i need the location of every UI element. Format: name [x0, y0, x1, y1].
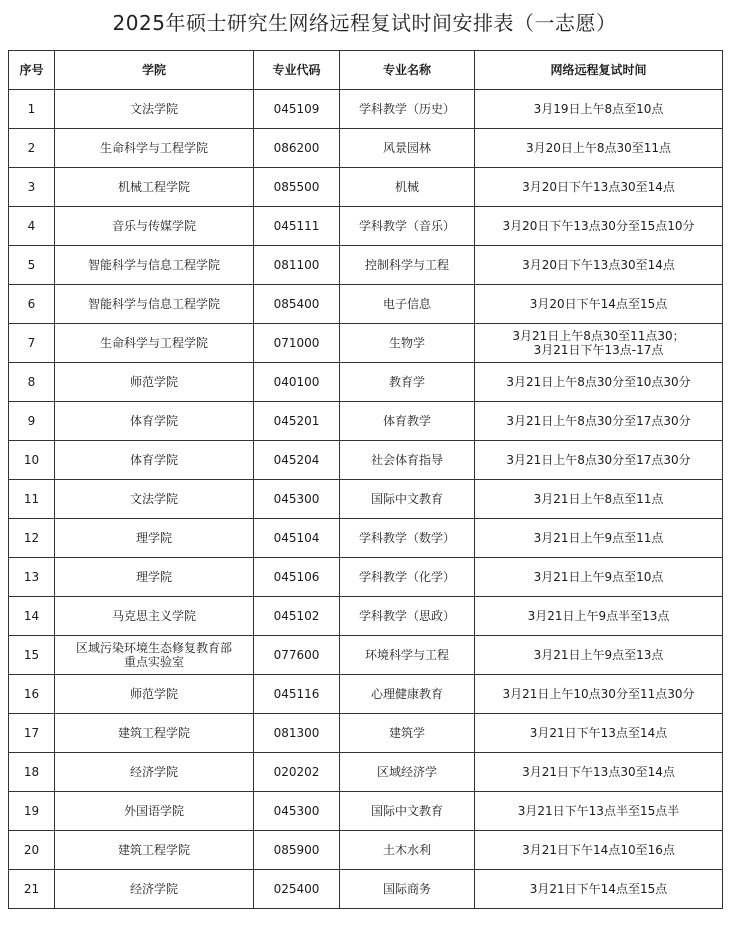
cell-major-name — [340, 207, 475, 246]
cell-major-code — [254, 90, 340, 129]
cell-major-name-text: 心理健康教育 — [370, 687, 443, 701]
table-row — [9, 480, 723, 519]
cell-college-text: 区域污染环境生态修复教育部 重点实验室 — [75, 641, 232, 669]
cell-major-code-text: 045104 — [273, 531, 320, 545]
cell-no-text: 21 — [23, 882, 40, 896]
cell-major-name — [340, 714, 475, 753]
cell-college-text: 建筑工程学院 — [117, 726, 190, 740]
cell-interview-time — [475, 831, 723, 870]
cell-major-code-text: 020202 — [273, 765, 320, 779]
cell-college — [55, 207, 254, 246]
cell-interview-time-text: 3月20日下午13点30分至15点10分 — [502, 219, 695, 233]
cell-interview-time-text: 3月21日上午8点30分至17点30分 — [506, 414, 691, 428]
cell-interview-time-text: 3月21日下午13点半至15点半 — [517, 804, 680, 818]
cell-college-text: 外国语学院 — [123, 804, 184, 818]
cell-no — [9, 207, 55, 246]
cell-college-text: 理学院 — [135, 570, 172, 584]
cell-major-code-text: 045106 — [273, 570, 320, 584]
cell-major-code — [254, 480, 340, 519]
cell-interview-time-text: 3月21日下午13点至14点 — [529, 726, 668, 740]
cell-major-code-text: 045204 — [273, 453, 320, 467]
header-row — [9, 51, 723, 90]
table-row — [9, 597, 723, 636]
table-row — [9, 519, 723, 558]
cell-no-text: 3 — [27, 180, 36, 194]
table-row — [9, 285, 723, 324]
cell-no-text: 12 — [23, 531, 40, 545]
cell-college — [55, 402, 254, 441]
cell-interview-time-text: 3月20日下午14点至15点 — [529, 297, 668, 311]
cell-college — [55, 480, 254, 519]
cell-interview-time-text: 3月19日上午8点至10点 — [533, 102, 664, 116]
cell-interview-time — [475, 519, 723, 558]
cell-major-code-text: 085400 — [273, 297, 320, 311]
cell-college-text: 智能科学与信息工程学院 — [87, 258, 220, 272]
cell-major-code-text: 081100 — [273, 258, 320, 272]
cell-major-name — [340, 636, 475, 675]
cell-no-text: 2 — [27, 141, 36, 155]
cell-no-text: 20 — [23, 843, 40, 857]
cell-major-name-text: 学科教学（历史） — [358, 102, 455, 116]
cell-no-text: 14 — [23, 609, 40, 623]
cell-major-name-text: 风景园林 — [382, 141, 431, 155]
cell-major-name-text: 学科教学（化学） — [358, 570, 455, 584]
cell-interview-time — [475, 714, 723, 753]
cell-no — [9, 714, 55, 753]
cell-no — [9, 675, 55, 714]
cell-interview-time-text: 3月21日上午10点30分至11点30分 — [502, 687, 695, 701]
cell-interview-time — [475, 675, 723, 714]
cell-major-code-text: 086200 — [273, 141, 320, 155]
cell-interview-time — [475, 129, 723, 168]
cell-no — [9, 519, 55, 558]
table-row — [9, 441, 723, 480]
cell-major-name-text: 建筑学 — [388, 726, 425, 740]
cell-interview-time — [475, 441, 723, 480]
table-row — [9, 207, 723, 246]
cell-no — [9, 753, 55, 792]
cell-interview-time-text: 3月21日下午14点至15点 — [529, 882, 668, 896]
cell-college — [55, 363, 254, 402]
cell-major-code — [254, 129, 340, 168]
cell-no-text: 19 — [23, 804, 40, 818]
cell-major-code — [254, 519, 340, 558]
cell-major-code — [254, 168, 340, 207]
cell-major-code-text: 071000 — [273, 336, 320, 350]
header-major-code: 专业代码 — [254, 51, 340, 90]
cell-major-name-text: 社会体育指导 — [370, 453, 443, 467]
cell-college-text: 马克思主义学院 — [111, 609, 196, 623]
cell-major-name-text: 教育学 — [388, 375, 425, 389]
cell-college — [55, 129, 254, 168]
cell-major-code-text: 025400 — [273, 882, 320, 896]
cell-no-text: 13 — [23, 570, 40, 584]
cell-no — [9, 870, 55, 909]
cell-major-code-text: 085900 — [273, 843, 320, 857]
cell-major-code-text: 077600 — [273, 648, 320, 662]
cell-college — [55, 753, 254, 792]
cell-interview-time-text: 3月20日下午13点30至14点 — [522, 180, 675, 194]
cell-major-name-text: 学科教学（数学） — [358, 531, 455, 545]
cell-no-text: 5 — [27, 258, 36, 272]
cell-major-code-text: 045102 — [273, 609, 320, 623]
cell-college — [55, 714, 254, 753]
table-row — [9, 324, 723, 363]
cell-college-text: 生命科学与工程学院 — [99, 141, 208, 155]
cell-college-text: 音乐与传媒学院 — [111, 219, 196, 233]
cell-no — [9, 831, 55, 870]
cell-major-code — [254, 402, 340, 441]
cell-major-code-text: 045109 — [273, 102, 320, 116]
cell-major-code-text: 045111 — [273, 219, 320, 233]
cell-major-name — [340, 597, 475, 636]
cell-major-name — [340, 870, 475, 909]
cell-interview-time-text: 3月21日上午9点至13点 — [533, 648, 664, 662]
cell-interview-time — [475, 168, 723, 207]
cell-no-text: 15 — [23, 648, 40, 662]
cell-major-name — [340, 480, 475, 519]
cell-college-text: 生命科学与工程学院 — [99, 336, 208, 350]
cell-major-name-text: 学科教学（音乐） — [358, 219, 455, 233]
cell-major-code-text: 045201 — [273, 414, 320, 428]
cell-major-name-text: 学科教学（思政） — [358, 609, 455, 623]
table-row — [9, 90, 723, 129]
table-row — [9, 714, 723, 753]
cell-major-name-text: 控制科学与工程 — [364, 258, 449, 272]
cell-no — [9, 558, 55, 597]
cell-major-code — [254, 597, 340, 636]
cell-major-name-text: 体育教学 — [382, 414, 431, 428]
cell-major-code — [254, 714, 340, 753]
cell-major-name-text: 区域经济学 — [376, 765, 437, 779]
table-row — [9, 792, 723, 831]
table-row — [9, 558, 723, 597]
cell-college — [55, 246, 254, 285]
page-title: 2025年硕士研究生网络远程复试时间安排表（一志愿） — [112, 11, 617, 35]
cell-interview-time-text: 3月21日上午8点30分至10点30分 — [506, 375, 691, 389]
cell-major-code — [254, 870, 340, 909]
header-college: 学院 — [55, 51, 254, 90]
cell-major-code — [254, 831, 340, 870]
cell-no — [9, 90, 55, 129]
cell-interview-time — [475, 90, 723, 129]
cell-interview-time — [475, 402, 723, 441]
cell-major-code — [254, 636, 340, 675]
cell-interview-time — [475, 207, 723, 246]
cell-interview-time — [475, 597, 723, 636]
cell-major-code — [254, 324, 340, 363]
cell-major-code — [254, 246, 340, 285]
cell-interview-time — [475, 792, 723, 831]
cell-major-name-text: 机械 — [394, 180, 419, 194]
cell-no-text: 7 — [27, 336, 36, 350]
cell-major-name — [340, 831, 475, 870]
cell-major-code-text: 045300 — [273, 804, 320, 818]
cell-college-text: 文法学院 — [129, 492, 178, 506]
cell-major-code — [254, 675, 340, 714]
cell-major-name — [340, 675, 475, 714]
table-row — [9, 168, 723, 207]
cell-interview-time-text: 3月21日上午8点至11点 — [533, 492, 664, 506]
cell-major-name-text: 国际商务 — [382, 882, 431, 896]
cell-major-name — [340, 519, 475, 558]
table-row — [9, 675, 723, 714]
cell-major-code — [254, 753, 340, 792]
cell-college — [55, 441, 254, 480]
cell-major-name — [340, 363, 475, 402]
cell-no-text: 6 — [27, 297, 36, 311]
cell-interview-time-text: 3月21日上午9点半至13点 — [527, 609, 670, 623]
cell-interview-time — [475, 363, 723, 402]
schedule-table — [8, 50, 723, 909]
cell-no — [9, 363, 55, 402]
cell-major-code-text: 045116 — [273, 687, 320, 701]
cell-major-name — [340, 753, 475, 792]
cell-college — [55, 285, 254, 324]
cell-no — [9, 792, 55, 831]
cell-college-text: 经济学院 — [129, 882, 178, 896]
cell-college — [55, 831, 254, 870]
cell-interview-time-text: 3月21日上午8点30分至17点30分 — [506, 453, 691, 467]
cell-major-name-text: 土木水利 — [382, 843, 431, 857]
table-row — [9, 363, 723, 402]
cell-major-name — [340, 246, 475, 285]
cell-no — [9, 597, 55, 636]
cell-major-code — [254, 792, 340, 831]
cell-major-code — [254, 363, 340, 402]
cell-major-name-text: 国际中文教育 — [370, 804, 443, 818]
cell-college-text: 建筑工程学院 — [117, 843, 190, 857]
cell-major-name — [340, 558, 475, 597]
header-interview-time: 网络远程复试时间 — [475, 51, 723, 90]
table-body — [9, 90, 723, 909]
cell-college — [55, 90, 254, 129]
table-row — [9, 246, 723, 285]
cell-major-name — [340, 129, 475, 168]
cell-major-code-text: 040100 — [273, 375, 320, 389]
cell-college — [55, 519, 254, 558]
cell-major-code — [254, 285, 340, 324]
cell-interview-time-text: 3月21日上午9点至10点 — [533, 570, 664, 584]
cell-interview-time-text: 3月20日下午13点30至14点 — [522, 258, 675, 272]
cell-college-text: 体育学院 — [129, 414, 178, 428]
header-no: 序号 — [9, 51, 55, 90]
cell-major-name-text: 环境科学与工程 — [364, 648, 449, 662]
cell-college-text: 机械工程学院 — [117, 180, 190, 194]
cell-major-name — [340, 168, 475, 207]
cell-no-text: 18 — [23, 765, 40, 779]
cell-interview-time — [475, 753, 723, 792]
cell-major-name — [340, 90, 475, 129]
cell-college — [55, 324, 254, 363]
cell-no-text: 4 — [27, 219, 36, 233]
cell-major-name — [340, 441, 475, 480]
cell-major-name — [340, 792, 475, 831]
cell-college-text: 体育学院 — [129, 453, 178, 467]
cell-no-text: 9 — [27, 414, 36, 428]
cell-interview-time — [475, 636, 723, 675]
table-row — [9, 636, 723, 675]
table-row — [9, 129, 723, 168]
table-row — [9, 402, 723, 441]
cell-interview-time — [475, 285, 723, 324]
cell-no-text: 16 — [23, 687, 40, 701]
cell-college — [55, 675, 254, 714]
cell-college-text: 师范学院 — [129, 687, 178, 701]
cell-no-text: 11 — [23, 492, 40, 506]
cell-major-code-text: 045300 — [273, 492, 320, 506]
cell-no — [9, 636, 55, 675]
cell-college-text: 文法学院 — [129, 102, 178, 116]
cell-no-text: 1 — [27, 102, 36, 116]
table-row — [9, 870, 723, 909]
cell-major-name-text: 生物学 — [388, 336, 425, 350]
cell-college-text: 理学院 — [135, 531, 172, 545]
cell-interview-time — [475, 558, 723, 597]
cell-major-code — [254, 441, 340, 480]
cell-major-code — [254, 558, 340, 597]
cell-no — [9, 129, 55, 168]
cell-college — [55, 168, 254, 207]
cell-major-name — [340, 324, 475, 363]
cell-college-text: 经济学院 — [129, 765, 178, 779]
table-row — [9, 753, 723, 792]
cell-no — [9, 246, 55, 285]
cell-major-code-text: 085500 — [273, 180, 320, 194]
cell-no — [9, 324, 55, 363]
cell-major-code-text: 081300 — [273, 726, 320, 740]
cell-no — [9, 168, 55, 207]
cell-college — [55, 558, 254, 597]
cell-interview-time — [475, 324, 723, 363]
cell-major-name — [340, 285, 475, 324]
cell-interview-time — [475, 480, 723, 519]
cell-interview-time-text: 3月21日下午13点30至14点 — [522, 765, 675, 779]
cell-no — [9, 285, 55, 324]
cell-interview-time — [475, 246, 723, 285]
cell-major-name-text: 国际中文教育 — [370, 492, 443, 506]
table-row — [9, 831, 723, 870]
cell-no-text: 17 — [23, 726, 40, 740]
cell-college — [55, 597, 254, 636]
cell-college — [55, 636, 254, 675]
cell-major-name-text: 电子信息 — [382, 297, 431, 311]
cell-college-text: 智能科学与信息工程学院 — [87, 297, 220, 311]
cell-college-text: 师范学院 — [129, 375, 178, 389]
cell-interview-time-text: 3月21日上午8点30至11点30； 3月21日下午13点-17点 — [512, 329, 685, 357]
cell-interview-time-text: 3月20日上午8点30至11点 — [525, 141, 672, 155]
cell-no — [9, 402, 55, 441]
cell-interview-time-text: 3月21日上午9点至11点 — [533, 531, 664, 545]
cell-no-text: 10 — [23, 453, 40, 467]
cell-interview-time-text: 3月21日下午14点10至16点 — [522, 843, 675, 857]
cell-college — [55, 870, 254, 909]
cell-no — [9, 441, 55, 480]
header-major-name: 专业名称 — [340, 51, 475, 90]
cell-college — [55, 792, 254, 831]
cell-no — [9, 480, 55, 519]
cell-no-text: 8 — [27, 375, 36, 389]
cell-major-code — [254, 207, 340, 246]
cell-interview-time — [475, 870, 723, 909]
cell-major-name — [340, 402, 475, 441]
